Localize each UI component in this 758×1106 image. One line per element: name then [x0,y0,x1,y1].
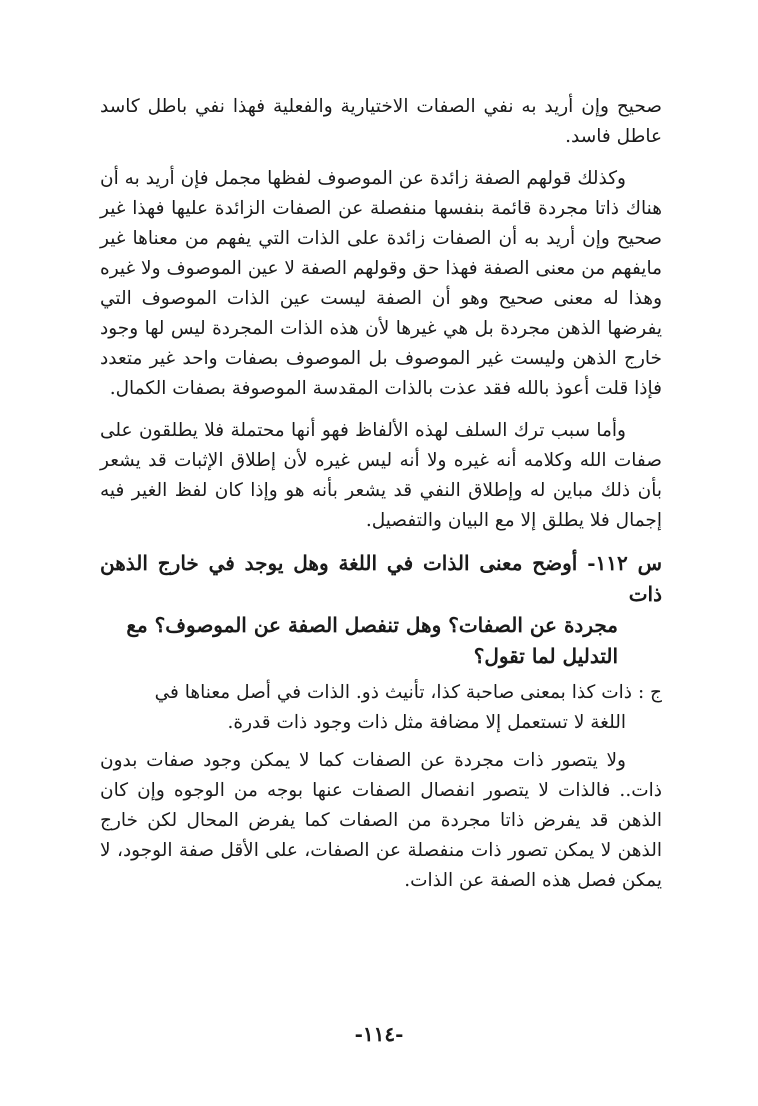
paragraph-2: وكذلك قولهم الصفة زائدة عن الموصوف لفظها مجمل فإن أريد به أن هناك ذاتا مجردة قائمة بنفسها منفصلة عن الصفات الزائدة عليها فهذا غير صحيح وإن أريد به أن الصفات زائدة على الذات التي يفهم من معناها غير مايفهم من معنى الصفة فهذا حق وقولهم الصفة لا عين الموصوف ولا غيره وهذا له معنى صحيح وهو أن الصفة ليست عين الذات الموصوف التي يفرضها الذهن مجردة بل هي غيرها لأن هذه الذات المجردة ليس لها وجود خارج الذهن وليست غير الموصوف بل الموصوف بصفات واحد غير متعدد فإذا قلت أعوذ بالله فقد عذت بالذات المقدسة الموصوفة بصفات الكمال. [100,168,662,399]
answer-label: ج : [637,682,662,703]
question-label: س ١١٢- [587,551,662,575]
paragraph-1: صحيح وإن أريد به نفي الصفات الاختيارية والفعلية فهذا نفي باطل كاسد عاطل فاسد. [100,96,662,147]
answer-text-first: ذات كذا بمعنى صاحبة كذا، تأنيث ذو. الذات في أصل معناها في [154,682,633,703]
page-body [100,92,662,896]
answer-text-rest: اللغة لا تستعمل إلا مضافة مثل ذات وجود ذات قدرة. [227,712,626,733]
closing-paragraph: ولا يتصور ذات مجردة عن الصفات كما لا يمكن وجود صفات بدون ذات.. فالذات لا يتصور انفصال الصفات عنها بوجه من الوجوه وإن كان الذهن قد يفرض ذاتا مجردة من الصفات كما يفرض المحال لكن خارج الذهن لا يمكن تصور ذات منفصلة عن الصفات، على الأقل صفة الوجود، لا يمكن فصل هذه الصفة عن الذات. [100,750,662,891]
answer [100,678,662,738]
question-text-rest: مجردة عن الصفات؟ وهل تنفصل الصفة عن الموصوف؟ مع التدليل لما تقول؟ [126,613,618,668]
page-number: -١١٤- [354,1022,404,1046]
question-text-first: أوضح معنى الذات في اللغة وهل يوجد في خارج الذهن ذات [100,551,662,606]
question-112 [100,548,662,672]
paragraph-3: وأما سبب ترك السلف لهذه الألفاظ فهو أنها محتملة فلا يطلقون على صفات الله وكلامه أنه غيره ولا أنه ليس غيره لأن إطلاق الإثبات قد يشعر بأن ذلك مباين له وإطلاق النفي قد يشعر بأنه هو وإذا كان لفظ الغير فيه إجمال فلا يطلق إلا مع البيان والتفصيل. [100,420,662,531]
